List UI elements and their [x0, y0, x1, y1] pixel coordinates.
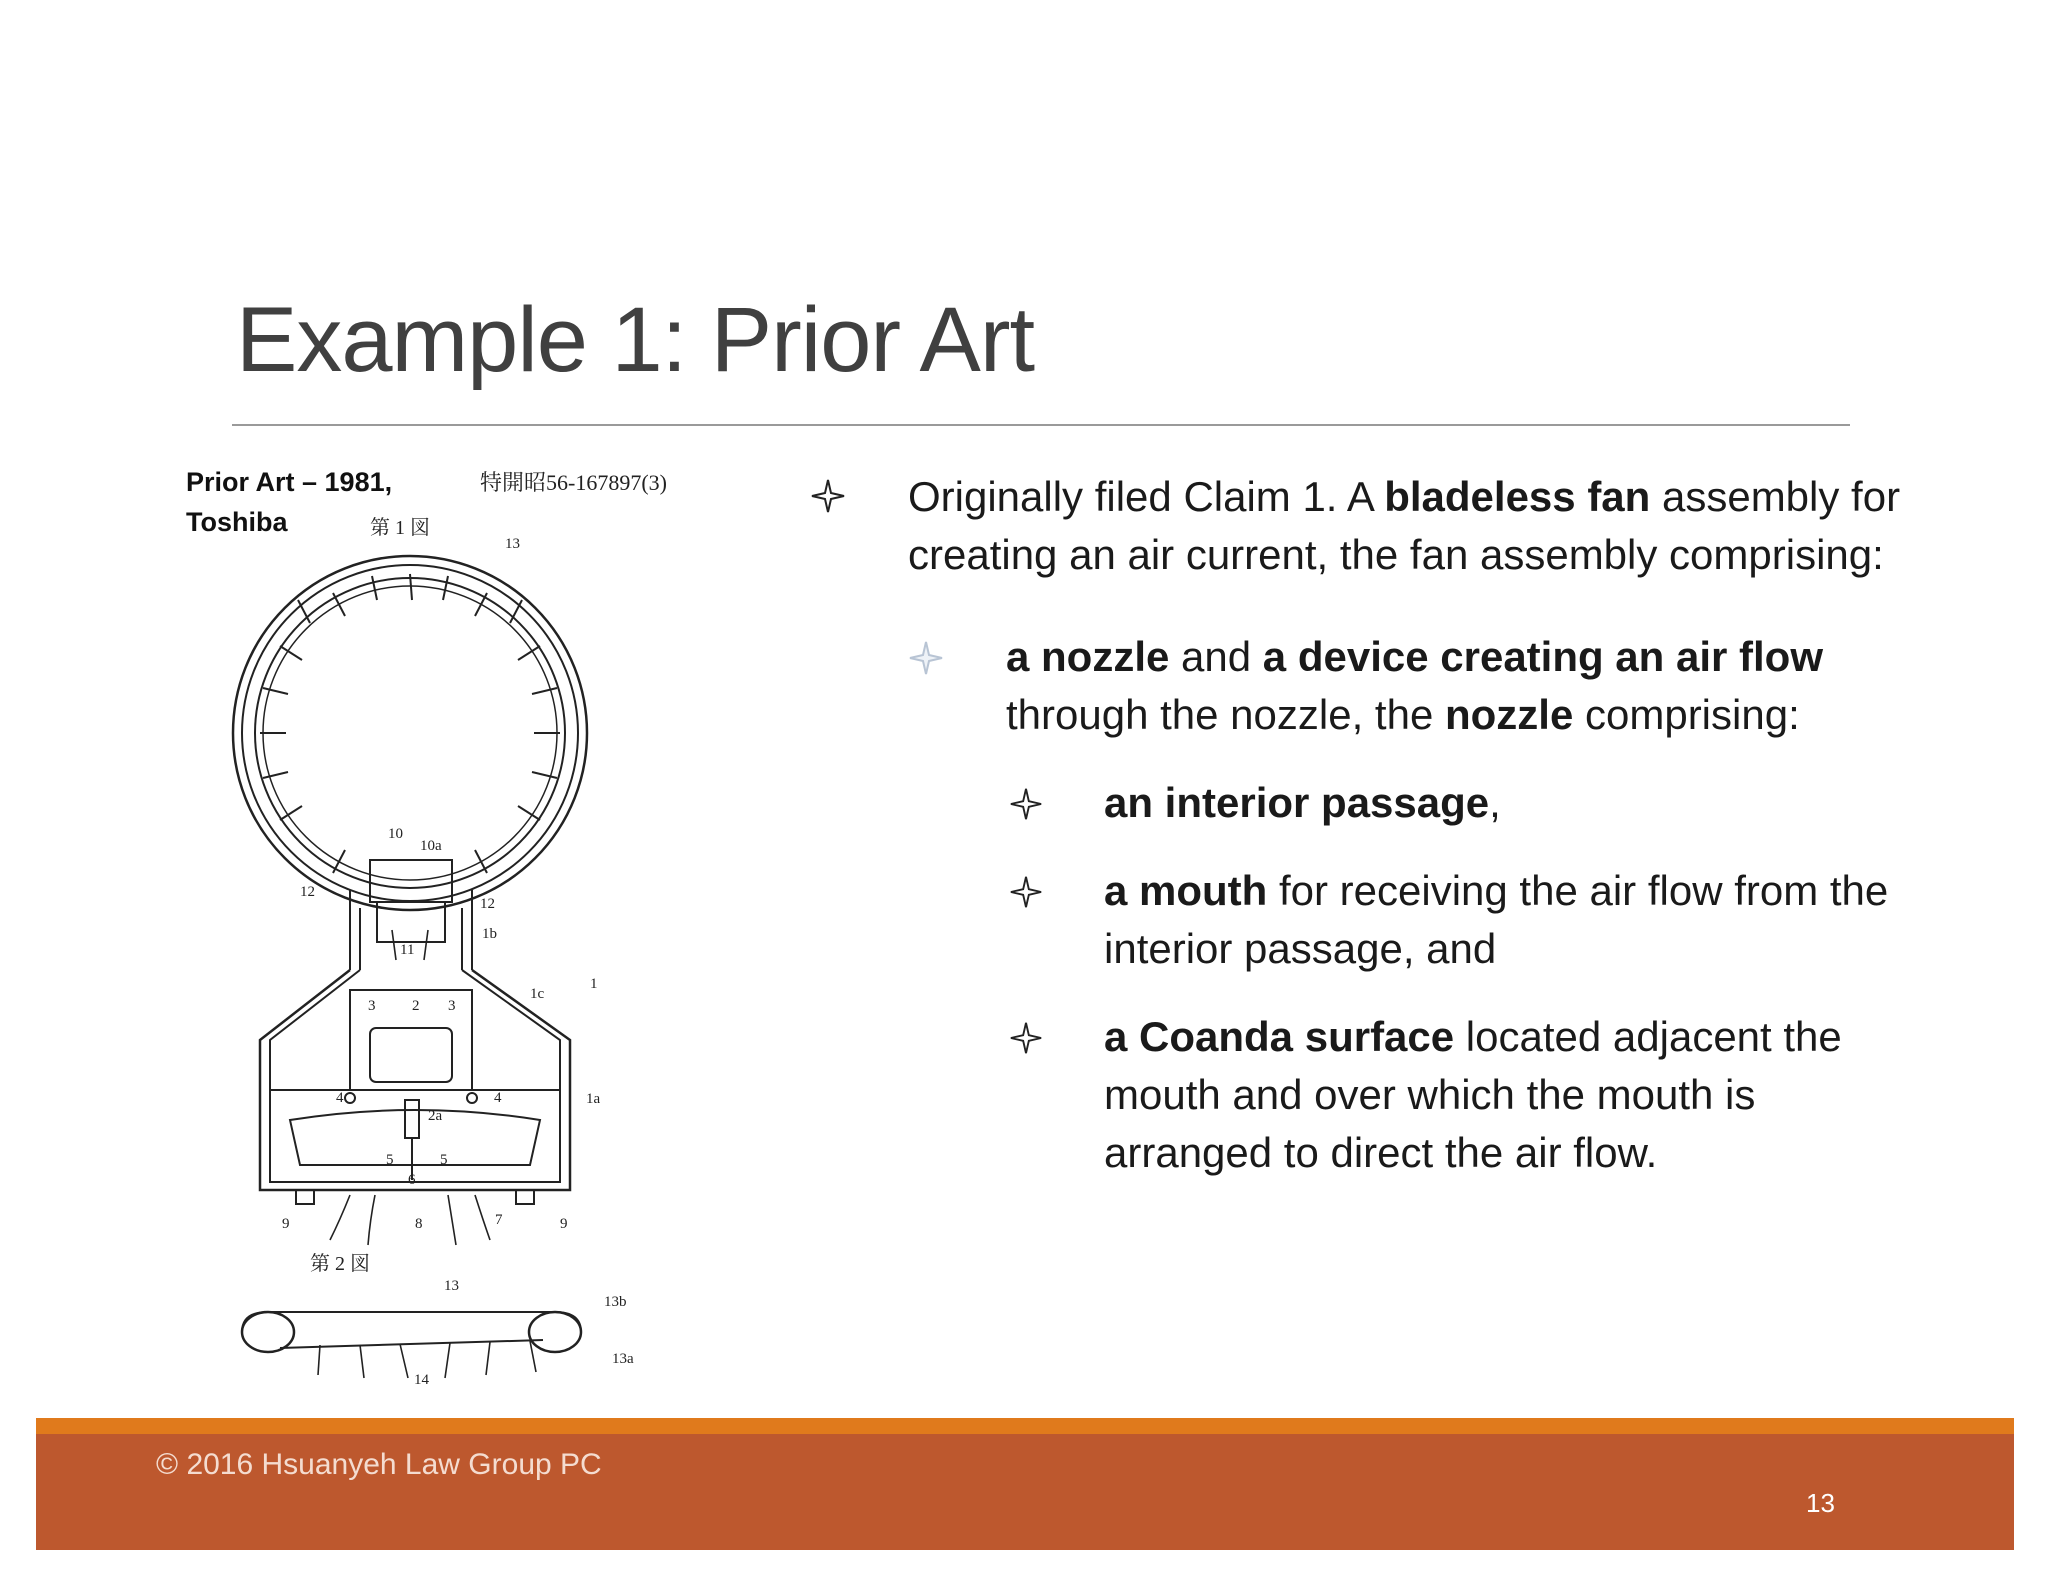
- ref-numeral: 4: [494, 1090, 502, 1106]
- star-bullet-icon: [1006, 872, 1046, 912]
- claim-text: [800, 468, 1910, 1182]
- claim-sub-coanda-surface: [800, 1008, 1910, 1182]
- fig2-label: 第 2 図: [310, 1253, 370, 1275]
- item1-text-2: through the nozzle, the: [1006, 691, 1445, 738]
- item1-text-3: comprising:: [1573, 691, 1800, 738]
- patent-header-text: 特開昭56-167897(3): [480, 470, 667, 495]
- ref-numeral: 12: [300, 884, 315, 900]
- ref-numeral: 2: [412, 998, 420, 1014]
- footer-copyright: © 2016 Hsuanyeh Law Group PC: [156, 1448, 602, 1481]
- ref-numeral: 5: [386, 1152, 394, 1168]
- ref-numeral: 13a: [612, 1351, 634, 1367]
- sub1-bold: an interior passage: [1104, 779, 1490, 826]
- ref-numeral: 9: [560, 1216, 568, 1232]
- ref-numeral: 1b: [482, 926, 497, 942]
- ref-numeral: 13: [444, 1278, 459, 1294]
- ref-numeral: 2a: [428, 1108, 443, 1124]
- sub2-suffix: for receiving the air flow from the interior passage, and: [1104, 867, 1889, 972]
- ref-numeral: 3: [448, 998, 456, 1014]
- patent-drawing: [200, 460, 760, 1400]
- caption-line-2: Toshiba: [186, 507, 288, 537]
- item1-text-1: and: [1169, 633, 1263, 680]
- claim-item-nozzle: [800, 628, 1910, 744]
- faded-star-bullet-icon: [906, 638, 946, 678]
- ref-numeral: 7: [495, 1212, 503, 1228]
- slide-title: Example 1: Prior Art: [236, 289, 1035, 391]
- ref-numeral: 13b: [604, 1294, 627, 1310]
- star-bullet-icon: [1006, 1018, 1046, 1058]
- sub3-suffix: located adjacent the mouth and over which the mouth is arranged to direct the air flow.: [1104, 1013, 1842, 1176]
- ref-numeral: 9: [282, 1216, 290, 1232]
- ref-numeral: 10: [388, 826, 403, 842]
- item1-bold-2: a device creating an air flow: [1262, 633, 1824, 680]
- star-bullet-icon: [808, 476, 848, 516]
- claim-intro-prefix: Originally filed Claim 1. A: [908, 473, 1385, 520]
- fig1-label: 第 1 図: [370, 517, 430, 539]
- ref-numeral: 5: [440, 1152, 448, 1168]
- claim-intro-suffix: assembly for creating an air current, the fan assembly comprising:: [908, 473, 1901, 578]
- footer-accent-stripe: [36, 1418, 2014, 1434]
- ref-numeral: 14: [414, 1372, 429, 1388]
- ref-numeral: 6: [408, 1172, 416, 1188]
- claim-intro-bold: bladeless fan: [1384, 473, 1651, 520]
- sub1-suffix: ,: [1489, 779, 1501, 826]
- ref-numeral: 8: [415, 1216, 423, 1232]
- ref-numeral: 4: [336, 1090, 344, 1106]
- ref-numeral: 13: [505, 536, 520, 552]
- claim-sub-mouth: [800, 862, 1910, 978]
- ref-numeral: 3: [368, 998, 376, 1014]
- claim-sub-interior-passage: [800, 774, 1910, 832]
- caption-line-1: Prior Art – 1981,: [186, 467, 393, 497]
- star-bullet-icon: [1006, 784, 1046, 824]
- ref-numeral: 1c: [530, 986, 545, 1002]
- item1-bold-1: a nozzle: [1006, 633, 1170, 680]
- title-divider: [232, 424, 1850, 426]
- ref-numeral: 1a: [586, 1091, 601, 1107]
- ref-numeral: 12: [480, 896, 495, 912]
- ref-numeral: 11: [400, 942, 415, 958]
- ref-numeral: 10a: [420, 838, 442, 854]
- item1-bold-3: nozzle: [1444, 691, 1574, 738]
- sub3-bold: a Coanda surface: [1104, 1013, 1455, 1060]
- sub2-bold: a mouth: [1104, 867, 1268, 914]
- page-number: 13: [1806, 1488, 1835, 1518]
- patent-drawing-svg: [200, 460, 760, 1400]
- claim-intro: [800, 468, 1910, 584]
- ref-numeral: 1: [590, 976, 598, 992]
